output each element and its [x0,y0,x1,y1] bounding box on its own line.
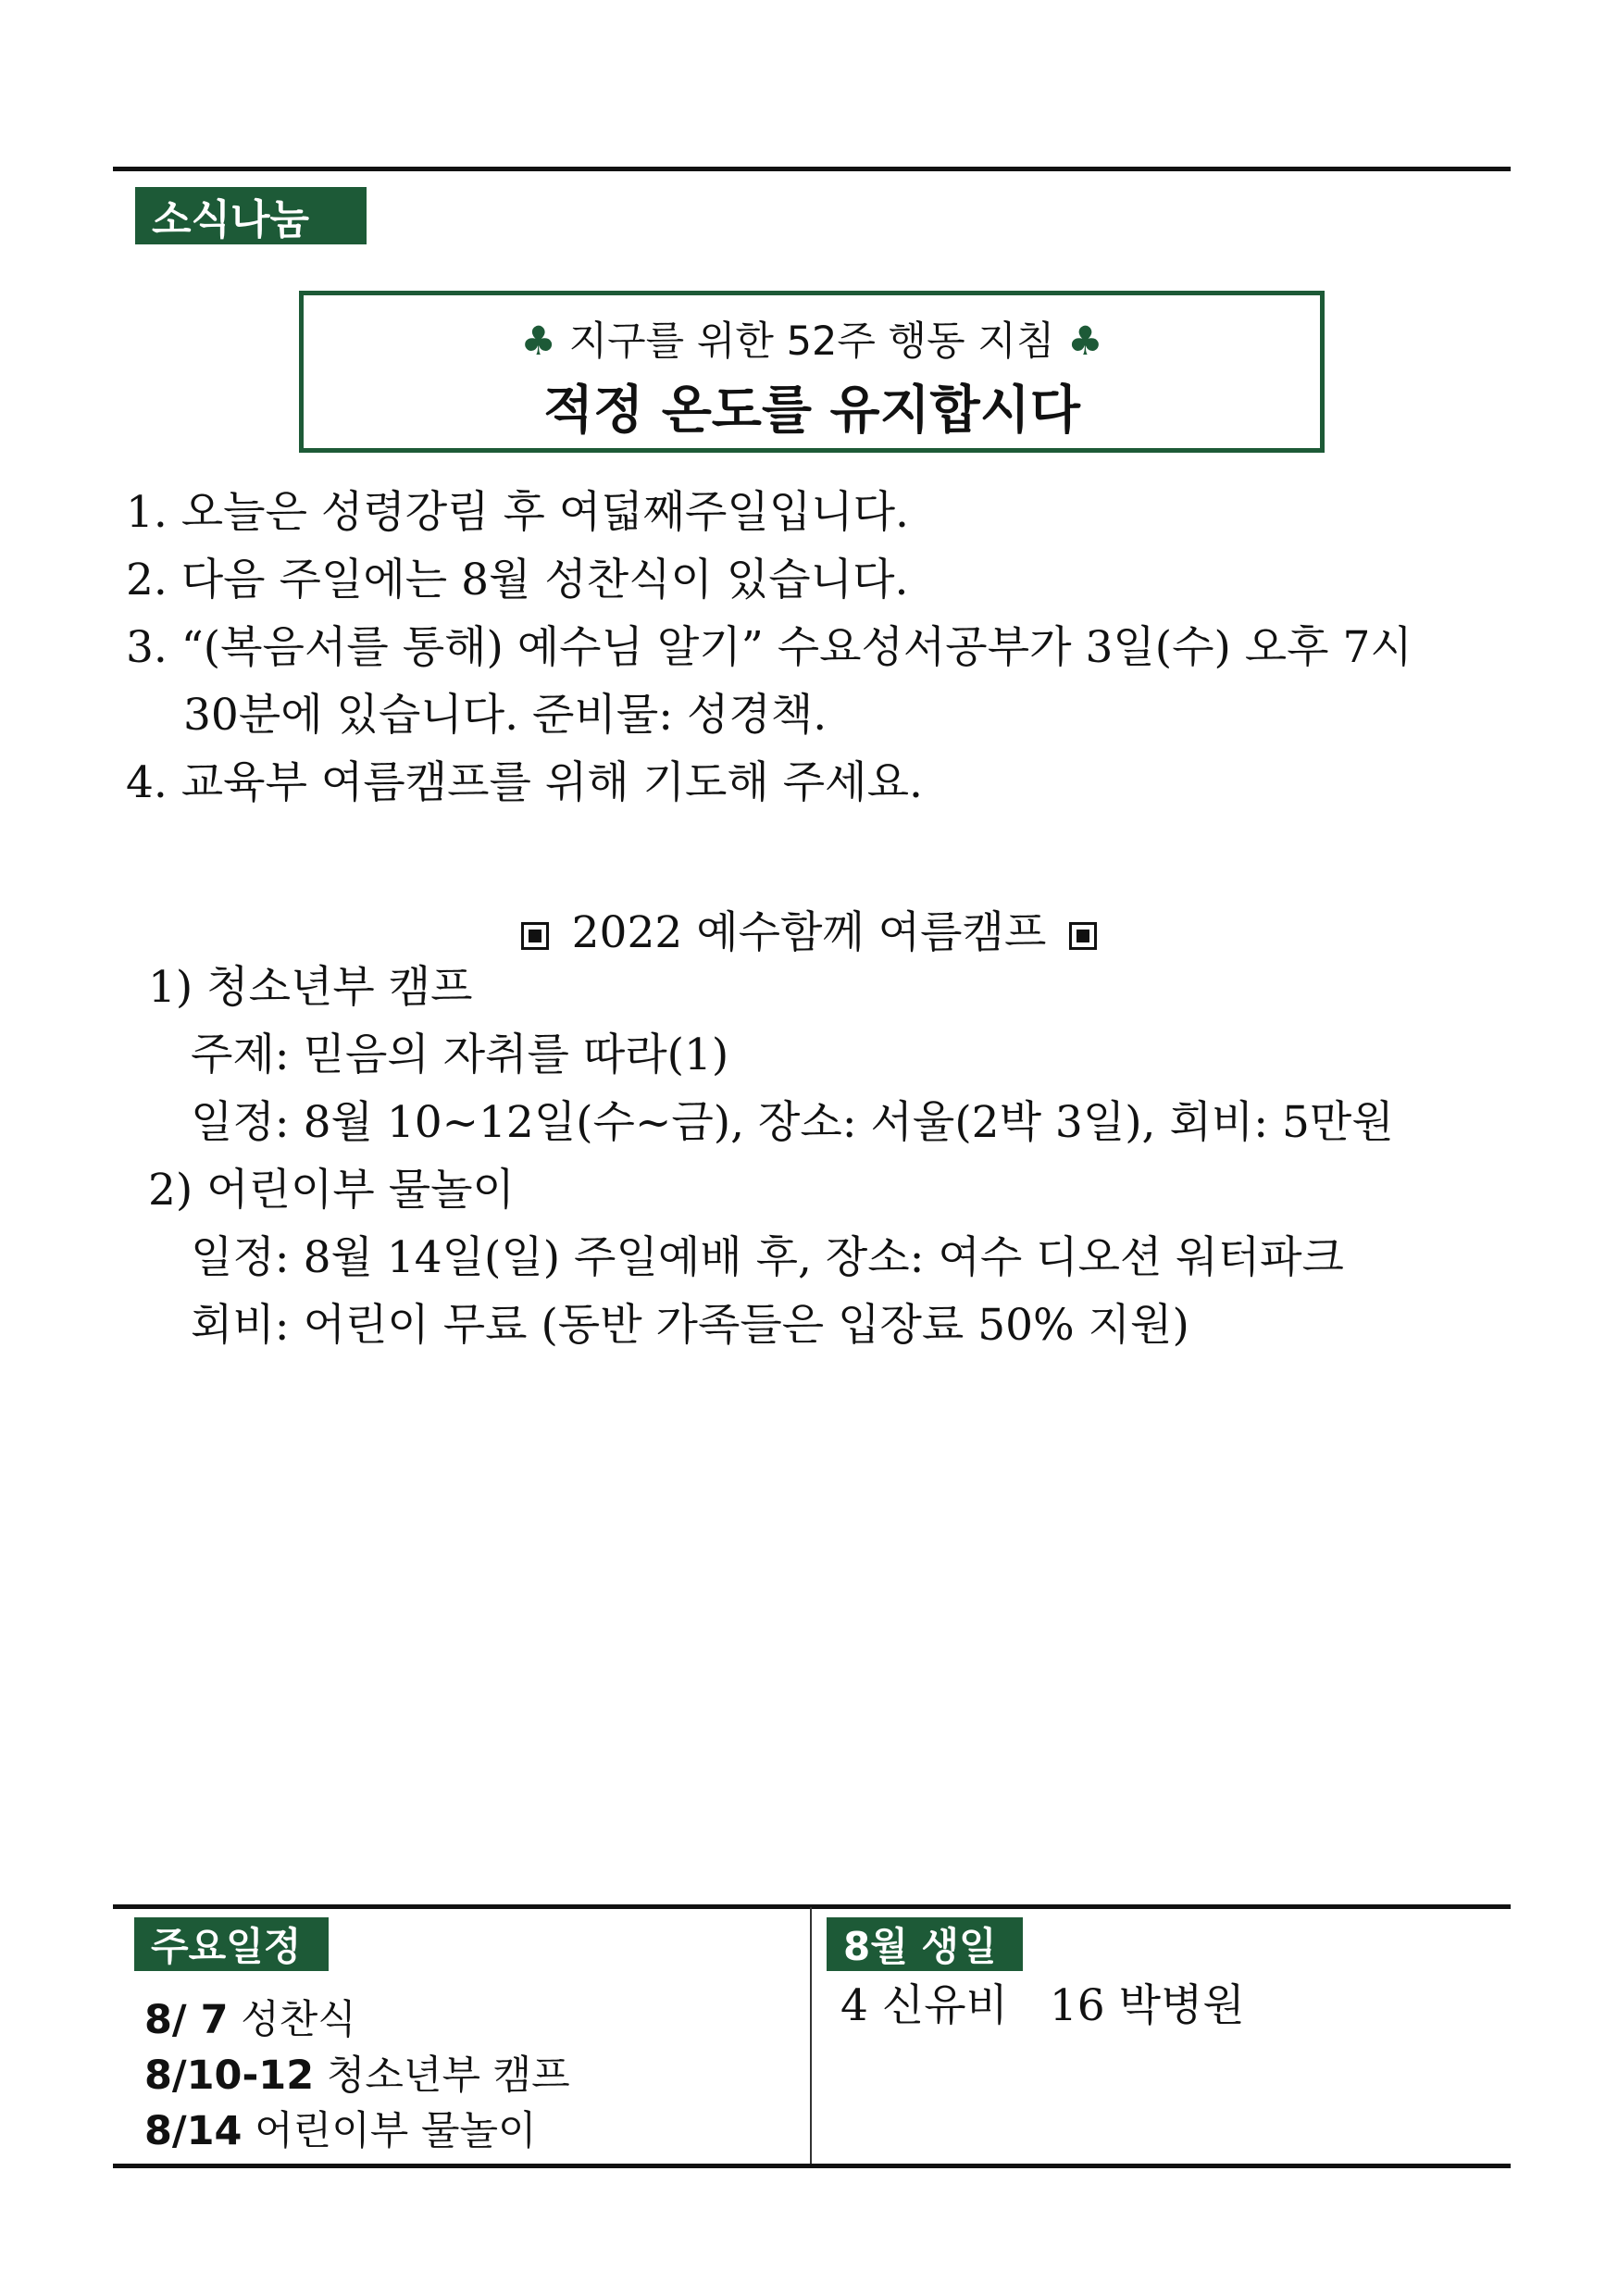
bottom-panel-top-rule [113,1904,1511,1909]
schedule-date: 8/10-12 [144,2053,315,2099]
announcement-3: 3. “(복음서를 통해) 예수님 알기” 수요성서공부가 3일(수) 오후 7시 [126,622,1413,673]
club-icon: ♣ [520,318,556,365]
announcement-4: 4. 교육부 여름캠프를 위해 기도해 주세요. [126,757,923,808]
schedule-item [144,2044,570,2101]
schedule-item [144,2100,537,2156]
schedule-event: 어린이부 물놀이 [255,2108,537,2154]
announcement-3-cont: 30분에 있습니다. 준비물: 성경책. [183,690,828,741]
schedule-item [144,1989,356,2045]
bottom-panel-bottom-rule [113,2164,1511,2168]
schedule-event: 성찬식 [241,1997,356,2043]
schedule-event: 청소년부 캠프 [326,2053,570,2099]
camp-line-5: 일정: 8월 14일(일) 주일예배 후, 장소: 여수 디오션 워터파크 [191,1232,1344,1283]
panel-divider [810,1907,812,2166]
announcement-1: 1. 오늘은 성령강림 후 여덟째주일입니다. [126,487,909,538]
announcement-2: 2. 다음 주일에는 8월 성찬식이 있습니다. [126,555,909,605]
schedule-date: 8/14 [144,2108,243,2154]
camp-line-6: 회비: 어린이 무료 (동반 가족들은 입장료 50% 지원) [191,1300,1189,1351]
top-rule [113,167,1511,171]
square-bullet-icon [521,922,549,950]
camp-line-3: 일정: 8월 10~12일(수~금), 장소: 서울(2박 3일), 회비: 5만원 [191,1097,1394,1148]
earth-action-subtitle: ♣ 지구를 위한 52주 행동 지침 ♣ [520,318,1103,365]
birthday-tag: 8월 생일 [827,1917,1023,1971]
birthday-list: 4 신유비 16 박병원 [840,1980,1245,2031]
schedule-date: 8/ 7 [144,1997,229,2043]
camp-title: 2022 예수함께 여름캠프 [0,898,1618,960]
camp-line-1: 1) 청소년부 캠프 [148,962,473,1013]
schedule-tag: 주요일정 [134,1917,329,1971]
earth-action-box [299,291,1325,453]
section-tag: 소식나눔 [135,187,367,244]
camp-line-4: 2) 어린이부 물놀이 [148,1165,515,1216]
earth-action-title: 적정 온도를 유지합시다 [543,381,1080,441]
square-bullet-icon [1069,922,1097,950]
club-icon: ♣ [1067,318,1103,365]
camp-line-2: 주제: 믿음의 자취를 따라(1) [191,1029,729,1080]
